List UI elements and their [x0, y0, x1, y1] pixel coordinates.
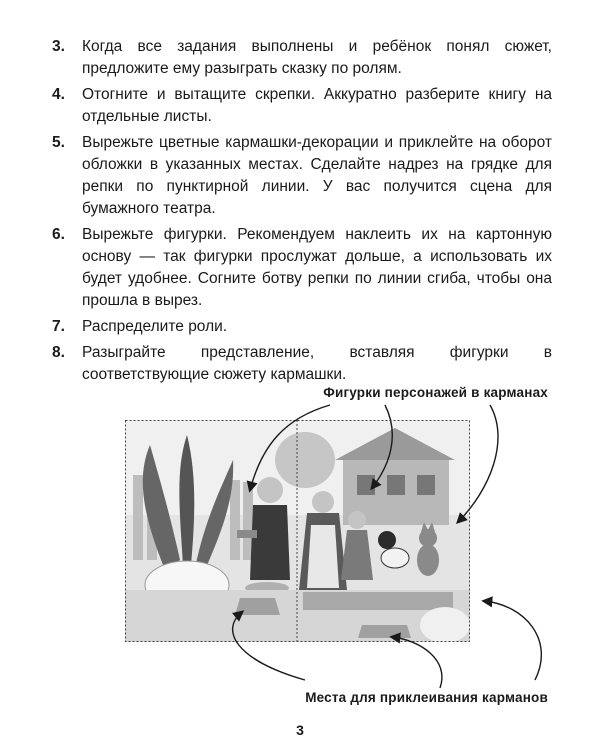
- pocket-left: [235, 598, 280, 615]
- step-text: Разыграйте представление, вставляя фигурки в соответствующие сюжету кармашки.: [82, 344, 552, 383]
- figures-caption: Фигурки персонажей в карманах: [323, 385, 548, 400]
- arrow-to-bottom-pocket: [392, 637, 442, 688]
- step-number: 4.: [52, 86, 65, 103]
- pocket-strip: [303, 592, 453, 610]
- step-number: 7.: [52, 318, 65, 335]
- step-7: [52, 316, 552, 338]
- pockets-caption: Места для приклеивания карманов: [305, 690, 548, 705]
- step-number: 8.: [52, 344, 65, 361]
- step-text: Вырежьте цветные кармашки-декорации и приклейте на оборот обложки в указанных местах. Сделайте надрез на грядке для репки по пунктирной линии. У вас получится сцена для бумажного театра.: [82, 134, 552, 217]
- step-text: Распределите роли.: [82, 318, 228, 335]
- step-5: [52, 132, 552, 220]
- step-8: [52, 342, 552, 386]
- step-number: 6.: [52, 226, 65, 243]
- arrow-to-right-pocket: [484, 601, 541, 680]
- step-text: Отогните и вытащите скрепки. Аккуратно разберите книгу на отдельные листы.: [82, 86, 552, 125]
- theater-illustration: [125, 420, 470, 642]
- pocket-bottom: [358, 625, 411, 638]
- step-text: Вырежьте фигурки. Рекомендуем наклеить их на картонную основу — так фигурки прослужат дольше, а использовать их будет удобнее. Согните ботву репки по линии сгиба, чтобы она прошла в вырез.: [82, 226, 552, 309]
- step-6: [52, 224, 552, 312]
- step-text: Когда все задания выполнены и ребёнок понял сюжет, предложите ему разыграть сказку по ролям.: [82, 38, 552, 77]
- cabbage: [420, 607, 470, 642]
- step-number: 3.: [52, 38, 65, 55]
- tree: [275, 432, 335, 488]
- step-number: 5.: [52, 134, 65, 151]
- step-3: [52, 36, 552, 80]
- step-4: [52, 84, 552, 128]
- page-number: 3: [296, 722, 304, 738]
- instruction-list: [52, 36, 552, 390]
